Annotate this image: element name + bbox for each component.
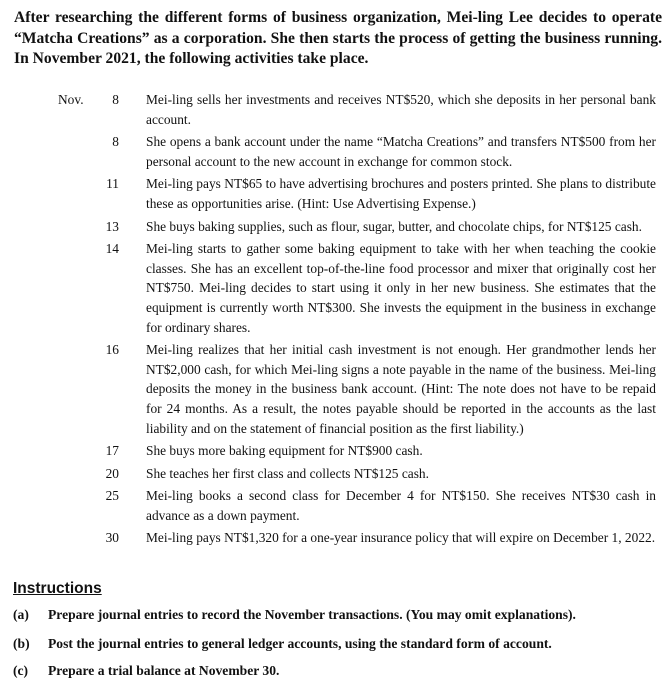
transaction-day: 8 <box>112 92 119 107</box>
intro-paragraph: After researching the different forms of business organization, Mei-ling Lee decides to operate “Matcha Creations” as a corporation. She then starts the process of getting the business running. In November 2021, the following activities take place. <box>14 9 662 67</box>
instruction-text: Post the journal entries to general ledger accounts, using the standard form of account. <box>48 636 552 651</box>
instruction-letter: (c) <box>13 663 29 678</box>
transaction-day: 11 <box>106 176 119 192</box>
transaction-day: 17 <box>105 443 119 459</box>
transaction-day: 16 <box>105 342 119 358</box>
transaction-item <box>0 486 672 525</box>
transaction-text: Mei-ling starts to gather some baking equipment to take with her when teaching the cookie classes. She has an excellent top-of-the-line food processor and mixer that originally cost her NT$750. Mei-ling decides to start using it only in her new business. She estimates that the equipment is currently worth NT$300. She invests the equipment in the business in exchange for ordinary shares. <box>146 241 656 335</box>
instruction-letter: (a) <box>13 607 29 622</box>
instruction-item <box>13 607 576 623</box>
transaction-text: Mei-ling realizes that her initial cash investment is not enough. Her grandmother lends her NT$2,000 cash, for which Mei-ling signs a note payable in the name of the business. Mei-ling deposits the money in the business bank account. (Hint: The note does not have to be repaid for 24 months. As a result, the notes payable should be reported in the accounts as the last liability and on the statement of financial position as the first liability.) <box>146 342 656 436</box>
transaction-item <box>0 464 672 484</box>
transaction-item <box>0 528 672 548</box>
transaction-text: Mei-ling books a second class for December 4 for NT$150. She receives NT$30 cash in advance as a down payment. <box>146 488 656 523</box>
instruction-letter: (b) <box>13 636 30 651</box>
transaction-day: 30 <box>105 530 119 546</box>
transaction-day: 25 <box>105 488 119 504</box>
transaction-day: 14 <box>105 241 119 257</box>
transaction-day: 20 <box>105 465 119 481</box>
instructions-heading: Instructions <box>13 580 102 597</box>
transaction-item <box>0 90 672 129</box>
transaction-list <box>0 90 672 551</box>
month-label: Nov. <box>58 92 84 107</box>
transaction-text: She buys baking supplies, such as flour, sugar, butter, and chocolate chips, for NT$125 cash. <box>146 218 642 234</box>
transaction-text: Mei-ling pays NT$1,320 for a one-year insurance policy that will expire on December 1, 2022. <box>146 530 656 546</box>
instruction-item <box>13 636 552 652</box>
transaction-item <box>0 340 672 438</box>
transaction-text: She teaches her first class and collects NT$125 cash. <box>146 465 429 481</box>
instruction-text: Prepare a trial balance at November 30. <box>48 663 280 678</box>
transaction-day: 13 <box>105 218 119 234</box>
transaction-item <box>0 132 672 171</box>
transaction-item <box>0 174 672 213</box>
transaction-item <box>0 441 672 461</box>
transaction-text: Mei-ling pays NT$65 to have advertising brochures and posters printed. She plans to distribute these as opportunities arise. (Hint: Use Advertising Expense.) <box>146 176 656 211</box>
transaction-item <box>0 217 672 237</box>
transaction-day: 8 <box>112 134 119 150</box>
instruction-text: Prepare journal entries to record the November transactions. (You may omit explanations). <box>48 607 576 622</box>
instruction-item <box>13 663 279 679</box>
transaction-text: She opens a bank account under the name “Matcha Creations” and transfers NT$500 from her personal account to the new account in exchange for common stock. <box>146 134 656 169</box>
transaction-item <box>0 239 672 337</box>
transaction-text: Mei-ling sells her investments and receives NT$520, which she deposits in her personal bank account. <box>146 92 656 127</box>
transaction-text: She buys more baking equipment for NT$900 cash. <box>146 443 423 459</box>
